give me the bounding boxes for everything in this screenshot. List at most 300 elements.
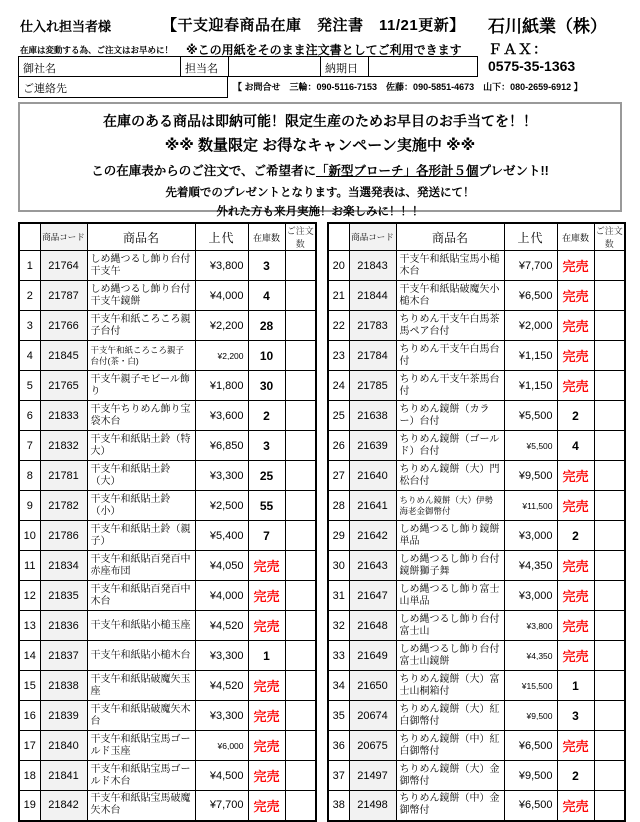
stock-count: 10 <box>248 341 285 371</box>
price: ¥9,500 <box>504 761 557 791</box>
contact-info-field[interactable]: ご連絡先 <box>18 77 228 98</box>
product-code: 21832 <box>40 431 87 461</box>
order-qty-cell[interactable] <box>285 581 316 611</box>
order-qty-cell[interactable] <box>594 641 625 671</box>
page-header <box>0 0 640 100</box>
row-number: 22 <box>328 311 349 341</box>
row-number: 26 <box>328 431 349 461</box>
order-qty-cell[interactable] <box>594 281 625 311</box>
product-code: 21643 <box>349 551 396 581</box>
order-qty-cell[interactable] <box>285 401 316 431</box>
order-qty-cell[interactable] <box>285 701 316 731</box>
row-number: 5 <box>19 371 40 401</box>
order-qty-cell[interactable] <box>285 431 316 461</box>
order-qty-cell[interactable] <box>285 761 316 791</box>
soldout-badge: 完売 <box>557 341 594 371</box>
row-number: 19 <box>19 791 40 821</box>
order-qty-cell[interactable] <box>285 341 316 371</box>
row-number: 37 <box>328 761 349 791</box>
row-number: 3 <box>19 311 40 341</box>
product-name: 干支午和紙貼土鈴（小） <box>87 491 195 521</box>
soldout-badge: 完売 <box>557 461 594 491</box>
price: ¥7,700 <box>504 251 557 281</box>
order-qty-cell[interactable] <box>594 551 625 581</box>
table-row <box>19 521 316 551</box>
product-code: 21785 <box>349 371 396 401</box>
product-code: 21840 <box>40 731 87 761</box>
soldout-badge: 完売 <box>248 701 285 731</box>
stock-count: 28 <box>248 311 285 341</box>
row-number: 21 <box>328 281 349 311</box>
product-name: 干支午和紙ころころ親子台付(茶・白) <box>87 341 195 371</box>
soldout-badge: 完売 <box>557 311 594 341</box>
stock-count: 7 <box>248 521 285 551</box>
order-form-row1 <box>18 56 478 77</box>
product-name: ちりめん鏡餅（大）門松台付 <box>396 461 504 491</box>
price: ¥9,500 <box>504 701 557 731</box>
row-number-header <box>328 223 349 251</box>
product-code: 21837 <box>40 641 87 671</box>
product-name: しめ縄つるし飾り鏡餅単品 <box>396 521 504 551</box>
row-number: 30 <box>328 551 349 581</box>
product-name: 干支午和紙ころころ親子台付 <box>87 311 195 341</box>
product-code: 21838 <box>40 671 87 701</box>
table-row <box>19 251 316 281</box>
stock-count: 3 <box>248 251 285 281</box>
order-qty-cell[interactable] <box>594 671 625 701</box>
order-qty-cell[interactable] <box>594 611 625 641</box>
price: ¥6,500 <box>504 791 557 821</box>
product-code: 21642 <box>349 521 396 551</box>
product-code: 21786 <box>40 521 87 551</box>
product-name: 干支午和紙貼百発百中木台 <box>87 581 195 611</box>
price: ¥2,500 <box>195 491 248 521</box>
promo-line4: 先着順でのプレゼントとなります。当選発表は、発送にて！ <box>165 187 475 199</box>
order-qty-cell[interactable] <box>285 791 316 821</box>
product-code: 21783 <box>349 311 396 341</box>
order-qty-cell[interactable] <box>594 581 625 611</box>
soldout-badge: 完売 <box>248 761 285 791</box>
price: ¥2,200 <box>195 341 248 371</box>
order-qty-cell[interactable] <box>285 311 316 341</box>
row-number: 15 <box>19 671 40 701</box>
row-number: 36 <box>328 731 349 761</box>
product-name: 干支午和紙貼宝馬小槌木台 <box>396 251 504 281</box>
order-qty-cell[interactable] <box>285 371 316 401</box>
row-number: 11 <box>19 551 40 581</box>
product-name: ちりめん干支午茶馬台付 <box>396 371 504 401</box>
supplier-label: 仕入れ担当者様 <box>20 19 112 34</box>
table-row <box>328 791 625 821</box>
order-qty-cell[interactable] <box>594 371 625 401</box>
row-number: 13 <box>19 611 40 641</box>
row-number: 32 <box>328 611 349 641</box>
product-name: ちりめん鏡餅（大）富士山桐箱付 <box>396 671 504 701</box>
soldout-badge: 完売 <box>248 731 285 761</box>
inquiry-phone-numbers: 【 お問合せ 三輪：090-5116-7153 佐藤：090-5851-4673 山下：080-2659-6912 】 <box>233 82 583 92</box>
stock-count: 2 <box>248 401 285 431</box>
table-row <box>19 341 316 371</box>
row-number: 23 <box>328 341 349 371</box>
price: ¥6,000 <box>195 731 248 761</box>
price: ¥4,500 <box>195 761 248 791</box>
row-number: 33 <box>328 641 349 671</box>
price: ¥2,200 <box>195 311 248 341</box>
row-number: 16 <box>19 701 40 731</box>
product-name: 干支午和紙貼破魔矢木台 <box>87 701 195 731</box>
delivery-date-label: 納期日 <box>321 57 369 76</box>
row-number: 14 <box>19 641 40 671</box>
product-name: 干支午和紙貼土鈴（特大） <box>87 431 195 461</box>
inventory-table-left <box>18 222 317 822</box>
price: ¥3,300 <box>195 641 248 671</box>
price: ¥5,500 <box>504 401 557 431</box>
table-row <box>328 401 625 431</box>
stock-count: 2 <box>557 761 594 791</box>
soldout-badge: 完売 <box>557 581 594 611</box>
table-header-row <box>328 223 625 251</box>
soldout-badge: 完売 <box>248 551 285 581</box>
contact-person-field[interactable] <box>229 57 321 76</box>
product-code: 21638 <box>349 401 396 431</box>
soldout-badge: 完売 <box>248 791 285 821</box>
row-number: 20 <box>328 251 349 281</box>
product-code: 21836 <box>40 611 87 641</box>
price: ¥4,350 <box>504 641 557 671</box>
table-row <box>19 371 316 401</box>
product-code: 21647 <box>349 581 396 611</box>
order-qty-cell[interactable] <box>285 251 316 281</box>
stock-count: 3 <box>248 431 285 461</box>
row-number: 24 <box>328 371 349 401</box>
order-qty-cell[interactable] <box>285 551 316 581</box>
table-row <box>328 701 625 731</box>
product-code-header: 商品コード <box>349 223 396 251</box>
product-code: 21650 <box>349 671 396 701</box>
order-qty-cell[interactable] <box>285 611 316 641</box>
product-name: ちりめん鏡餅（中）金御幣付 <box>396 791 504 821</box>
order-qty-cell[interactable] <box>594 341 625 371</box>
soldout-badge: 完売 <box>557 611 594 641</box>
order-qty-cell[interactable] <box>594 791 625 821</box>
stock-count: 1 <box>557 671 594 701</box>
table-row <box>328 491 625 521</box>
price: ¥6,850 <box>195 431 248 461</box>
product-name: ちりめん鏡餅（大）伊勢海老金御幣付 <box>396 491 504 521</box>
stock-count: 3 <box>557 701 594 731</box>
row-number: 17 <box>19 731 40 761</box>
row-number: 8 <box>19 461 40 491</box>
product-code: 21841 <box>40 761 87 791</box>
company-name-label: 御社名 <box>19 57 181 76</box>
product-name-header: 商品名 <box>87 223 195 251</box>
price: ¥4,520 <box>195 671 248 701</box>
row-number: 10 <box>19 521 40 551</box>
stock-variability-note: 在庫は変動する為、ご注文はお早めに！ <box>20 45 174 55</box>
stock-count: 2 <box>557 401 594 431</box>
order-qty-cell[interactable] <box>285 671 316 701</box>
product-name: 干支午和紙貼宝馬ゴールド木台 <box>87 761 195 791</box>
order-qty-cell[interactable] <box>594 311 625 341</box>
product-name: 干支午和紙貼小槌木台 <box>87 641 195 671</box>
price: ¥11,500 <box>504 491 557 521</box>
product-code: 21764 <box>40 251 87 281</box>
price: ¥3,800 <box>195 251 248 281</box>
table-row <box>19 761 316 791</box>
price: ¥5,400 <box>195 521 248 551</box>
price: ¥4,520 <box>195 611 248 641</box>
fax-label: ＦＡＸ： <box>488 41 548 57</box>
product-code: 21648 <box>349 611 396 641</box>
product-name: しめ縄つるし飾り台付鏡餅獅子舞 <box>396 551 504 581</box>
soldout-badge: 完売 <box>557 251 594 281</box>
product-code: 21782 <box>40 491 87 521</box>
product-name: 干支午和紙貼小槌玉座 <box>87 611 195 641</box>
order-qty-cell[interactable] <box>285 491 316 521</box>
table-row <box>19 611 316 641</box>
promo-line2: ※※ 数量限定 お得なキャンペーン実施中 ※※ <box>164 137 476 154</box>
soldout-badge: 完売 <box>557 281 594 311</box>
product-code: 21843 <box>349 251 396 281</box>
table-row <box>19 491 316 521</box>
contact-person-label: 担当名 <box>181 57 229 76</box>
order-qty-cell[interactable] <box>285 461 316 491</box>
product-name: 干支午ちりめん飾り宝袋木台 <box>87 401 195 431</box>
page-title: 【干支迎春商品在庫 発注書 11/21更新】 <box>162 17 465 34</box>
soldout-badge: 完売 <box>557 641 594 671</box>
order-qty-header: ご注文数 <box>285 223 316 251</box>
product-name: ちりめん干支午白馬茶馬ペア台付 <box>396 311 504 341</box>
inventory-tables <box>18 222 622 822</box>
promo-line3 <box>20 161 620 179</box>
price-header: 上代 <box>195 223 248 251</box>
stock-count: 1 <box>248 641 285 671</box>
row-number-header <box>19 223 40 251</box>
promo-line3-pre: この在庫表からのご注文で、ご希望者に <box>91 164 316 178</box>
table-row <box>328 461 625 491</box>
company-name: 石川紙業（株） <box>488 17 607 36</box>
stock-count: 25 <box>248 461 285 491</box>
table-row <box>328 611 625 641</box>
product-name: 干支午和紙貼宝馬ゴールド玉座 <box>87 731 195 761</box>
promo-line5: 外れた方も来月実施！お楽しみに！！！ <box>216 206 424 218</box>
promo-line3-underline: 「新型ブローチ」各形計５個 <box>315 164 479 178</box>
product-name: しめ縄つるし飾り台付富士山 <box>396 611 504 641</box>
table-row <box>19 551 316 581</box>
product-name: ちりめん鏡餅（カラー）台付 <box>396 401 504 431</box>
product-code: 21835 <box>40 581 87 611</box>
order-qty-cell[interactable] <box>594 521 625 551</box>
table-row <box>19 311 316 341</box>
table-row <box>19 671 316 701</box>
table-row <box>328 761 625 791</box>
order-qty-cell[interactable] <box>285 731 316 761</box>
product-code: 21498 <box>349 791 396 821</box>
page-subtitle: ※この用紙をそのまま注文書としてご利用できます <box>186 43 462 57</box>
stock-header: 在庫数 <box>557 223 594 251</box>
row-number: 34 <box>328 671 349 701</box>
soldout-badge: 完売 <box>557 491 594 521</box>
soldout-badge: 完売 <box>557 731 594 761</box>
order-qty-cell[interactable] <box>594 401 625 431</box>
product-name: 干支午和紙貼土鈴（親子） <box>87 521 195 551</box>
product-name: しめ縄つるし飾り台付干支午 <box>87 251 195 281</box>
product-code-header: 商品コード <box>40 223 87 251</box>
row-number: 7 <box>19 431 40 461</box>
product-name: ちりめん鏡餅（大）金御幣付 <box>396 761 504 791</box>
table-row <box>19 701 316 731</box>
price: ¥6,500 <box>504 731 557 761</box>
price: ¥3,000 <box>504 581 557 611</box>
table-row <box>328 671 625 701</box>
product-code: 21834 <box>40 551 87 581</box>
order-qty-cell[interactable] <box>285 521 316 551</box>
row-number: 4 <box>19 341 40 371</box>
table-row <box>19 641 316 671</box>
product-name: 干支午親子モビール飾り <box>87 371 195 401</box>
stock-count: 4 <box>248 281 285 311</box>
row-number: 6 <box>19 401 40 431</box>
price: ¥3,300 <box>195 701 248 731</box>
order-qty-header: ご注文数 <box>594 223 625 251</box>
inventory-table-right <box>327 222 626 822</box>
price: ¥4,050 <box>195 551 248 581</box>
product-code: 21765 <box>40 371 87 401</box>
product-name: 干支午和紙貼破魔矢玉座 <box>87 671 195 701</box>
product-code: 21784 <box>349 341 396 371</box>
soldout-badge: 完売 <box>248 581 285 611</box>
table-row <box>328 431 625 461</box>
row-number: 1 <box>19 251 40 281</box>
table-row <box>19 791 316 821</box>
table-row <box>19 431 316 461</box>
product-code: 21649 <box>349 641 396 671</box>
table-row <box>328 341 625 371</box>
stock-count: 55 <box>248 491 285 521</box>
product-code: 21766 <box>40 311 87 341</box>
product-name: ちりめん干支午白馬台付 <box>396 341 504 371</box>
soldout-badge: 完売 <box>248 671 285 701</box>
order-qty-cell[interactable] <box>594 491 625 521</box>
order-qty-cell[interactable] <box>594 731 625 761</box>
row-number: 12 <box>19 581 40 611</box>
price: ¥9,500 <box>504 461 557 491</box>
stock-count: 4 <box>557 431 594 461</box>
row-number: 35 <box>328 701 349 731</box>
price: ¥5,500 <box>504 431 557 461</box>
table-row <box>328 521 625 551</box>
price: ¥2,000 <box>504 311 557 341</box>
soldout-badge: 完売 <box>248 611 285 641</box>
price: ¥4,350 <box>504 551 557 581</box>
row-number: 2 <box>19 281 40 311</box>
table-row <box>328 581 625 611</box>
price: ¥3,800 <box>504 611 557 641</box>
product-code: 21787 <box>40 281 87 311</box>
table-row <box>19 731 316 761</box>
price: ¥1,800 <box>195 371 248 401</box>
row-number: 18 <box>19 761 40 791</box>
product-code: 21833 <box>40 401 87 431</box>
promo-line3-post: プレゼント!! <box>478 164 549 178</box>
price: ¥1,150 <box>504 371 557 401</box>
product-code: 21844 <box>349 281 396 311</box>
campaign-banner <box>18 102 622 218</box>
product-name: 干支午和紙貼宝馬破魔矢木台 <box>87 791 195 821</box>
table-row <box>328 311 625 341</box>
table-row <box>328 281 625 311</box>
soldout-badge: 完売 <box>557 551 594 581</box>
table-row <box>19 461 316 491</box>
product-name: しめ縄つるし飾り台付富士山鏡餅 <box>396 641 504 671</box>
delivery-date-field[interactable] <box>369 57 477 76</box>
order-qty-cell[interactable] <box>594 461 625 491</box>
order-qty-cell[interactable] <box>594 431 625 461</box>
row-number: 38 <box>328 791 349 821</box>
price: ¥15,500 <box>504 671 557 701</box>
order-qty-cell[interactable] <box>594 251 625 281</box>
product-name: しめ縄つるし飾り台付干支午鏡餅 <box>87 281 195 311</box>
product-code: 20675 <box>349 731 396 761</box>
product-name: 干支午和紙貼土鈴（大） <box>87 461 195 491</box>
product-name: ちりめん鏡餅（大）紅白御幣付 <box>396 701 504 731</box>
order-qty-cell[interactable] <box>594 761 625 791</box>
product-code: 21639 <box>349 431 396 461</box>
row-number: 31 <box>328 581 349 611</box>
order-qty-cell[interactable] <box>594 701 625 731</box>
table-row <box>19 281 316 311</box>
table-row <box>328 371 625 401</box>
order-qty-cell[interactable] <box>285 641 316 671</box>
stock-count: 2 <box>557 521 594 551</box>
table-row <box>19 401 316 431</box>
table-header-row <box>19 223 316 251</box>
table-row <box>19 581 316 611</box>
product-code: 20674 <box>349 701 396 731</box>
product-name: ちりめん鏡餅（中）紅白御幣付 <box>396 731 504 761</box>
table-row <box>328 641 625 671</box>
price: ¥3,300 <box>195 461 248 491</box>
price: ¥4,000 <box>195 281 248 311</box>
product-name: 干支午和紙貼百発百中赤座布団 <box>87 551 195 581</box>
product-code: 21640 <box>349 461 396 491</box>
product-code: 21641 <box>349 491 396 521</box>
product-code: 21781 <box>40 461 87 491</box>
row-number: 28 <box>328 491 349 521</box>
price: ¥4,000 <box>195 581 248 611</box>
price: ¥1,150 <box>504 341 557 371</box>
fax-number: 0575-35-1363 <box>488 58 576 74</box>
table-row <box>328 251 625 281</box>
table-row <box>328 551 625 581</box>
price: ¥3,600 <box>195 401 248 431</box>
table-row <box>328 731 625 761</box>
product-code: 21842 <box>40 791 87 821</box>
price-header: 上代 <box>504 223 557 251</box>
order-qty-cell[interactable] <box>285 281 316 311</box>
row-number: 25 <box>328 401 349 431</box>
promo-line1: 在庫のある商品は即納可能！限定生産のためお早目のお手当てを！！ <box>103 113 537 129</box>
price: ¥7,700 <box>195 791 248 821</box>
price: ¥6,500 <box>504 281 557 311</box>
product-name: ちりめん鏡餅（ゴールド）台付 <box>396 431 504 461</box>
stock-header: 在庫数 <box>248 223 285 251</box>
product-code: 21845 <box>40 341 87 371</box>
row-number: 29 <box>328 521 349 551</box>
product-name-header: 商品名 <box>396 223 504 251</box>
product-code: 21497 <box>349 761 396 791</box>
soldout-badge: 完売 <box>557 371 594 401</box>
